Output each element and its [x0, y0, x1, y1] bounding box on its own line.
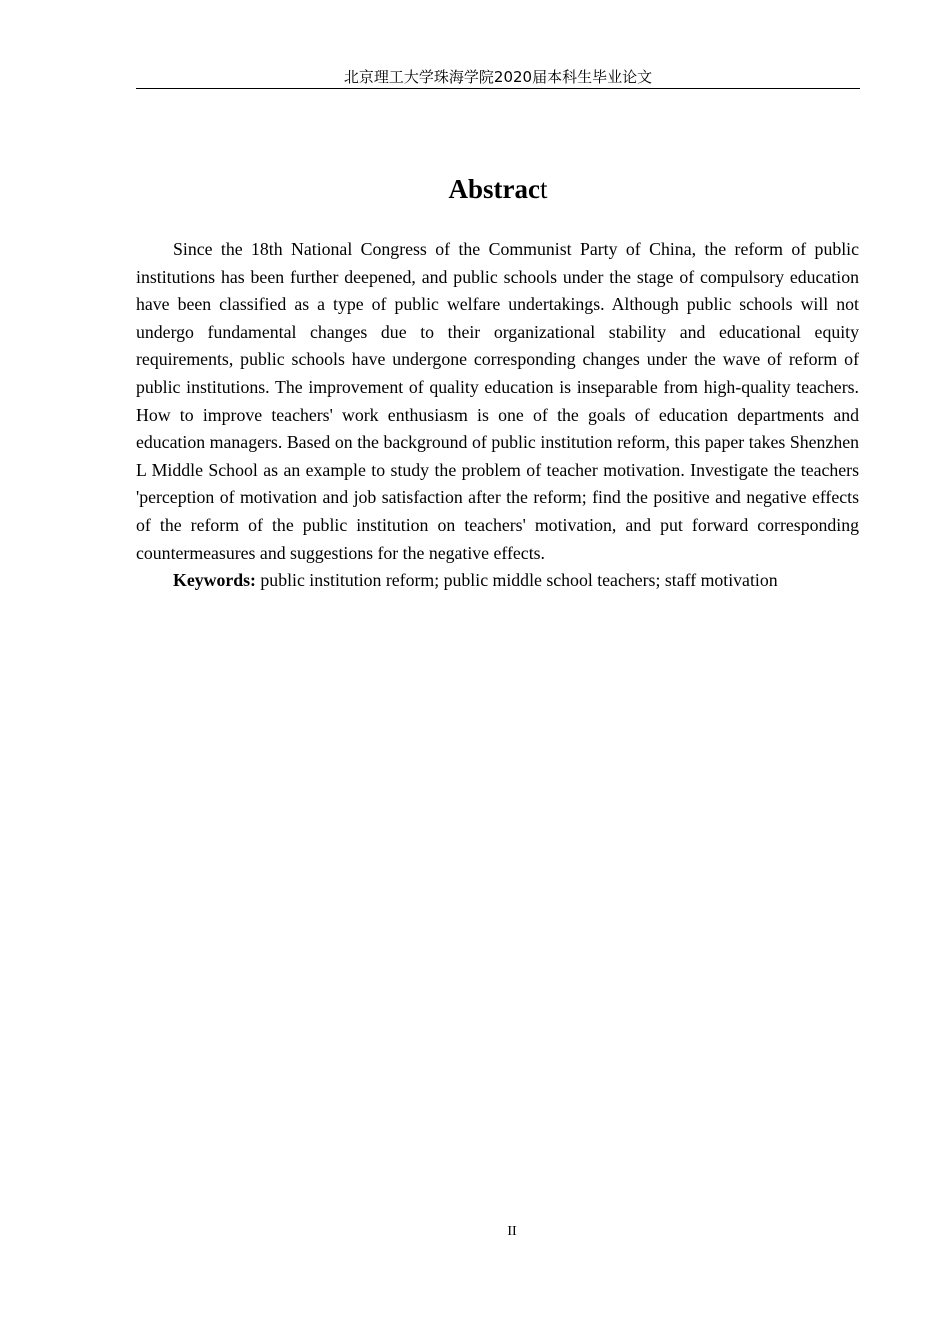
abstract-title-regular: t	[539, 174, 548, 204]
abstract-body	[136, 236, 859, 595]
abstract-paragraph: Since the 18th National Congress of the Communist Party of China, the reform of public institutions has been further deepened, and public schools under the stage of compulsory education have been classified as a type of public welfare undertakings. Although public schools will not undergo fundamental changes due to their organizational stability and educational equity requirements, public schools have undergone corresponding changes under the wave of reform of public institutions. The improvement of quality education is inseparable from high-quality teachers. How to improve teachers' work enthusiasm is one of the goals of education departments and education managers. Based on the background of public institution reform, this paper takes Shenzhen L Middle School as an example to study the problem of teacher motivation. Investigate the teachers 'perception of motivation and job satisfaction after the reform; find the positive and negative effects of the reform of the public institution on teachers' motivation, and put forward corresponding countermeasures and suggestions for the negative effects.	[136, 239, 859, 563]
abstract-title	[136, 170, 860, 208]
keywords-line	[136, 567, 859, 595]
keywords-label: Keywords:	[173, 570, 256, 591]
abstract-title-bold: Abstrac	[448, 174, 540, 204]
running-header: 北京理工大学珠海学院2020届本科生毕业论文	[136, 66, 860, 89]
keywords-text: public institution reform; public middle school teachers; staff motivation	[255, 570, 778, 591]
page-number: II	[507, 1224, 517, 1239]
